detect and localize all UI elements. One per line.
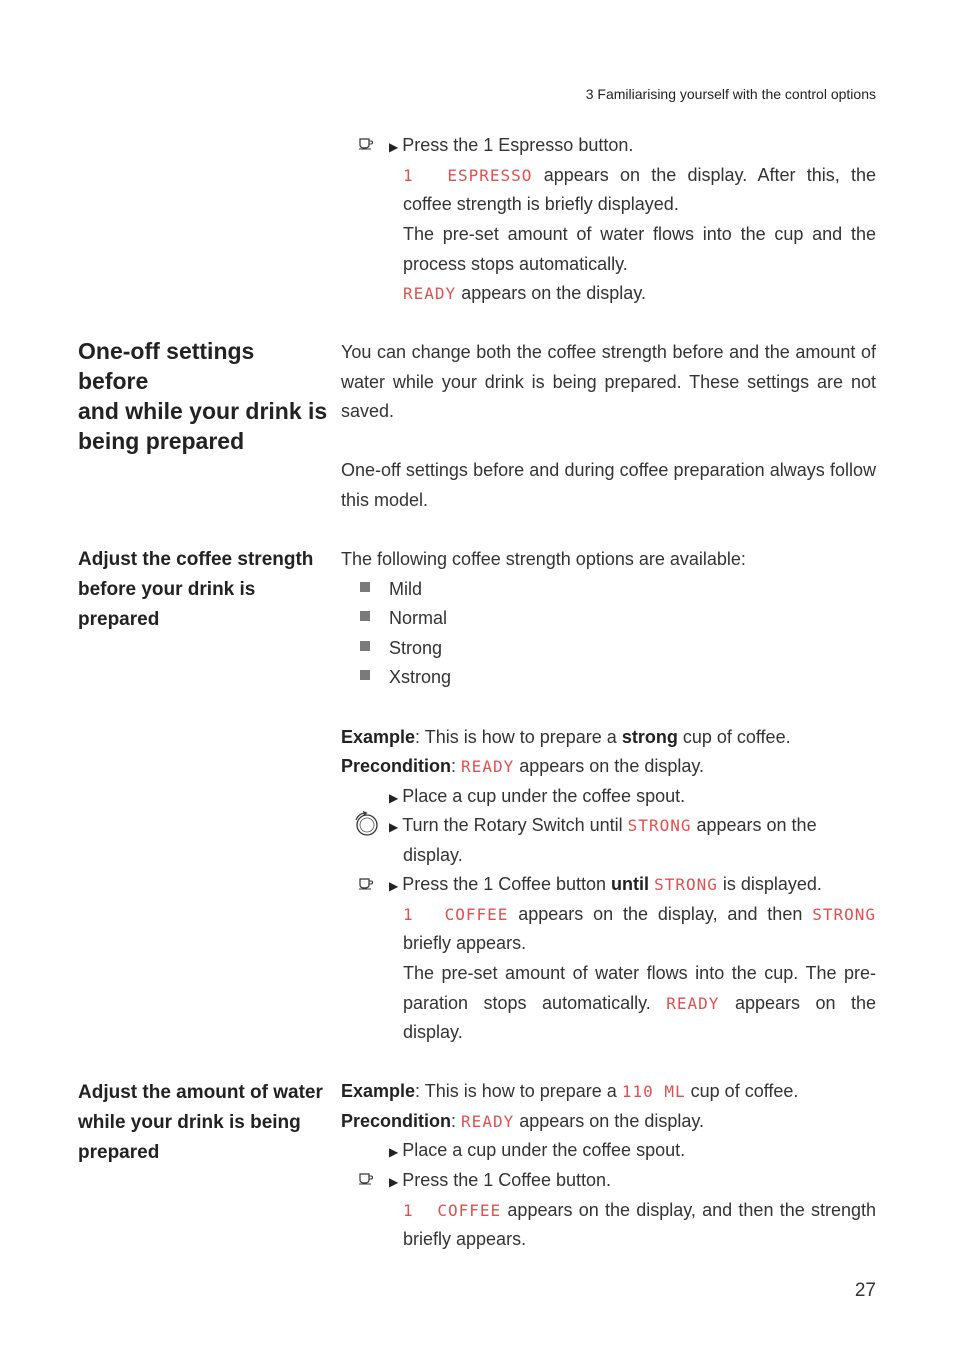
display-coffee: 1 COFFEE [403, 1201, 502, 1220]
result-text: The pre-set amount of water flows into the cup and the [403, 224, 876, 244]
example-text: cup of coffee. [690, 1081, 799, 1101]
result-text: appears on the display, and then the strength [507, 1200, 876, 1220]
section-heading-one-off [78, 336, 328, 456]
step-text: Turn the Rotary Switch until [402, 815, 623, 835]
coffee-cup-icon [358, 136, 374, 150]
square-bullet-icon [360, 611, 370, 621]
result-text: paration stops automatically. [403, 993, 651, 1013]
display-coffee: 1 COFFEE [403, 905, 509, 924]
square-bullet-icon [360, 641, 370, 651]
square-bullet-icon [360, 670, 370, 680]
result-text: The pre-set amount of water flows into the cup. The pre- [403, 963, 876, 983]
display-strong: STRONG [627, 816, 692, 835]
step-text: Place a cup under the coffee spout. [402, 786, 686, 806]
step-text: Press the 1 Coffee button. [402, 1170, 612, 1190]
body-text: One-off settings before and during coffee preparation always follow [341, 460, 876, 480]
precondition-text: appears on the display. [519, 1111, 705, 1131]
result-text: process stops automatically. [403, 254, 628, 274]
list-item: Normal [389, 608, 448, 628]
step-text: display. [403, 845, 463, 865]
result-line [403, 903, 876, 926]
result-text: coffee strength is briefly displayed. [403, 194, 679, 214]
example-label: Example [341, 1081, 416, 1101]
display-ready: READY [403, 284, 457, 303]
step-text: is displayed. [722, 874, 822, 894]
body-text: You can change both the coffee strength before and the amount of [341, 342, 876, 362]
display-strong: STRONG [812, 905, 876, 924]
coffee-cup-icon [358, 1171, 374, 1185]
heading-line: and while your drink is [78, 398, 328, 424]
result-text: appears on the display, and then [518, 904, 803, 924]
coffee-cup-icon [358, 876, 374, 890]
display-ready: READY [461, 757, 515, 776]
heading-line: while your drink is being [78, 1112, 301, 1133]
example-text: : This is how to prepare a [415, 727, 622, 747]
arrow-bullet-icon: ▶ [389, 820, 399, 834]
precondition-separator: : [451, 756, 457, 776]
step-text: appears on the [696, 815, 817, 835]
display-espresso: 1 ESPRESSO [403, 166, 533, 185]
arrow-bullet-icon: ▶ [389, 1175, 399, 1189]
step-press-coffee-until [389, 873, 822, 897]
result-text: appears on the display. After this, the [543, 165, 876, 185]
arrow-bullet-icon: ▶ [389, 140, 399, 154]
arrow-bullet-icon: ▶ [389, 791, 399, 805]
page-number: 27 [854, 1280, 876, 1301]
body-text: water while your drink is being prepared. These settings are not [341, 372, 876, 392]
list-item: Mild [389, 579, 423, 599]
result-text: briefly appears. [403, 1229, 527, 1249]
step-text: Press the 1 Coffee button [402, 874, 612, 894]
list-item: Xstrong [389, 667, 452, 687]
example-text: cup of coffee. [677, 727, 791, 747]
running-header: 3 Familiarising yourself with the control options [585, 86, 876, 102]
heading-line: Adjust the amount of water [78, 1082, 323, 1103]
list-item: Strong [389, 638, 443, 658]
step-turn-rotary [389, 814, 817, 838]
precondition-text: appears on the display. [519, 756, 705, 776]
display-110ml: 110 ML [621, 1082, 686, 1101]
arrow-bullet-icon: ▶ [389, 1145, 399, 1159]
example-emphasis: strong [621, 727, 678, 747]
example-line [341, 726, 791, 748]
display-ready: READY [666, 994, 720, 1013]
body-text: The following coffee strength options are available: [341, 549, 746, 569]
section-heading-strength [78, 545, 328, 635]
precondition-separator: : [451, 1111, 457, 1131]
step-place-cup [389, 785, 685, 809]
heading-line: being prepared [78, 428, 245, 454]
body-text: saved. [341, 401, 395, 421]
precondition-line [341, 755, 704, 778]
heading-line: prepared [78, 1142, 160, 1163]
heading-line: prepared [78, 609, 160, 630]
square-bullet-icon [360, 582, 370, 592]
result-text: briefly appears. [403, 933, 527, 953]
arrow-bullet-icon: ▶ [389, 879, 399, 893]
body-text: this model. [341, 490, 429, 510]
result-line [403, 164, 876, 187]
precondition-label: Precondition [341, 1111, 452, 1131]
heading-line: before your drink is [78, 579, 256, 600]
precondition-label: Precondition [341, 756, 452, 776]
result-line [403, 1199, 876, 1222]
step-text: Press the 1 Espresso button. [402, 135, 634, 155]
example-label: Example [341, 727, 416, 747]
step-text: Place a cup under the coffee spout. [402, 1140, 686, 1160]
step-emphasis: until [611, 874, 650, 894]
section-heading-water [78, 1078, 328, 1168]
display-ready: READY [461, 1112, 515, 1131]
step-place-cup [389, 1139, 685, 1163]
rotary-switch-icon [353, 811, 379, 837]
result-text: appears on the display. [461, 283, 646, 303]
example-line [341, 1080, 798, 1103]
example-text: : This is how to prepare a [415, 1081, 617, 1101]
step-press-coffee [389, 1169, 611, 1193]
precondition-line [341, 1110, 704, 1133]
result-text: appears on the [734, 993, 876, 1013]
result-line [403, 282, 646, 305]
heading-line: One-off settings before [78, 338, 255, 394]
heading-line: Adjust the coffee strength [78, 549, 314, 570]
display-strong: STRONG [654, 875, 718, 894]
step-press-espresso [389, 134, 633, 158]
result-text: display. [403, 1022, 463, 1042]
result-line [403, 992, 876, 1015]
